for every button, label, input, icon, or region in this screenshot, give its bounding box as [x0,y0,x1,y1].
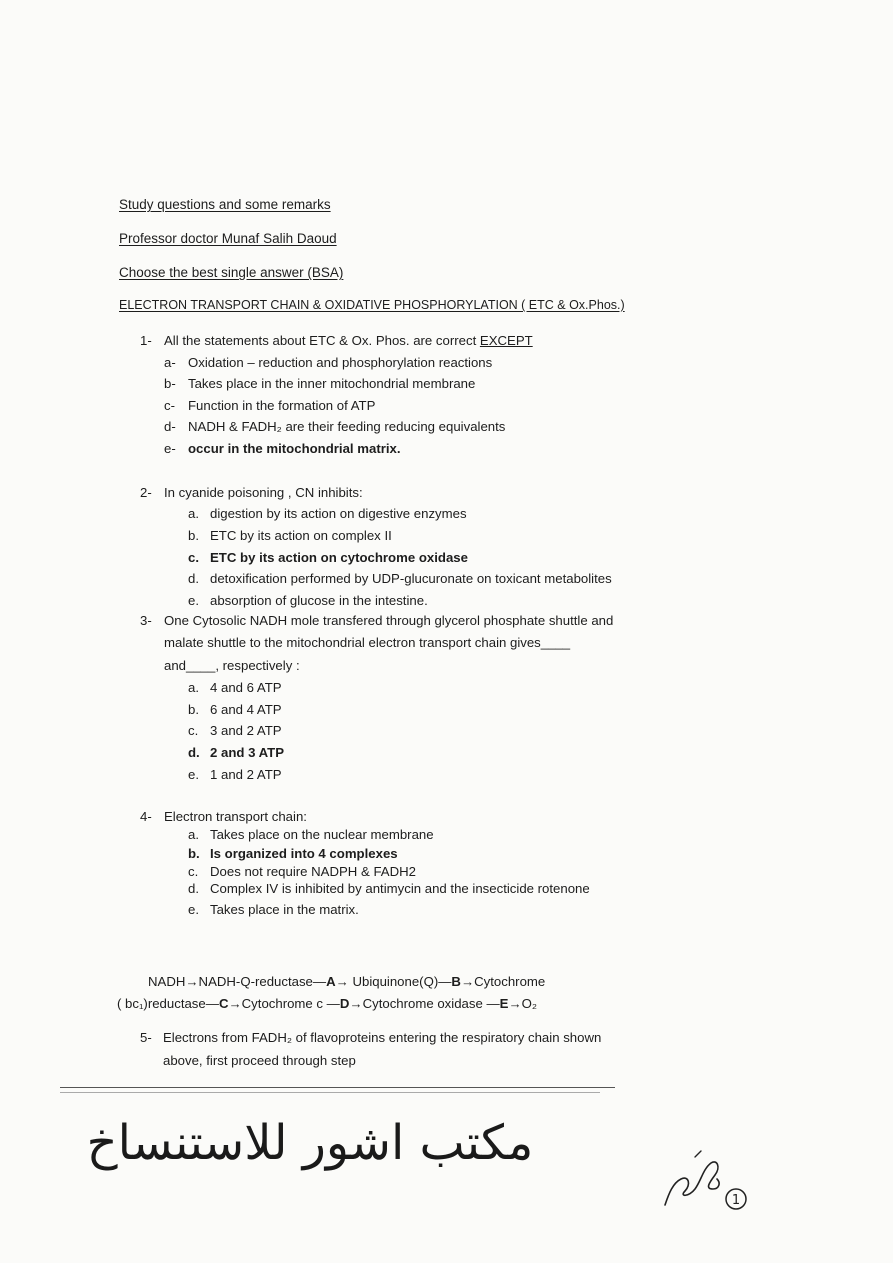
q1-option-e-answer: occur in the mitochondrial matrix. [188,441,401,456]
q1-option-c: Function in the formation of ATP [188,398,376,413]
q1-option-label: a- [164,355,176,370]
q3-option-label: e. [188,767,199,782]
q1-option-d: NADH & FADH₂ are their feeding reducing equivalents [188,419,506,434]
q2-option-e: absorption of glucose in the intestine. [210,593,428,608]
q2-stem: In cyanide poisoning , CN inhibits: [164,485,363,500]
q4-option-e: Takes place in the matrix. [210,902,359,917]
chain-step-e: E [499,996,509,1011]
q1-option-label: e- [164,441,176,456]
instruction-line: Choose the best single answer (BSA) [119,265,344,280]
q3-option-a: 4 and 6 ATP [210,680,282,695]
q4-option-label: d. [188,881,199,896]
q4-option-a: Takes place on the nuclear membrane [210,827,434,842]
q2-option-label: a. [188,506,199,521]
footer-divider [60,1087,615,1088]
q2-option-d: detoxification performed by UDP-glucuronate on toxicant metabolites [210,571,612,586]
page-number-circle [722,1185,752,1215]
chain-step-b: B [451,974,461,989]
q2-option-a: digestion by its action on digestive enzymes [210,506,467,521]
q2-option-label: d. [188,571,199,586]
page-number: 1 [731,1193,741,1208]
q2-option-b: ETC by its action on complex II [210,528,392,543]
topic-title: ELECTRON TRANSPORT CHAIN & OXIDATIVE PHOSPHORYLATION ( ETC & Ox.Phos.) [119,298,625,312]
q1-option-label: d- [164,419,176,434]
q3-option-label: a. [188,680,199,695]
q4-number: 4- [140,809,152,824]
chain-line-1: NADH→NADH-Q-reductase—A→ Ubiquinone(Q)—B→Cytochrome [148,974,546,989]
q3-option-d-answer: 2 and 3 ATP [210,745,285,760]
q3-option-label: b. [188,702,199,717]
professor-name: Professor doctor Munaf Salih Daoud [119,231,337,246]
q5-stem-line2: above, first proceed through step [163,1053,356,1068]
q1-option-b: Takes place in the inner mitochondrial membrane [188,376,476,391]
q2-number: 2- [140,485,152,500]
q3-option-c: 3 and 2 ATP [210,723,282,738]
q3-option-label: d. [188,745,200,760]
chain-step-c: C [218,996,229,1011]
q1-option-label: c- [164,398,175,413]
q4-option-d: Complex IV is inhibited by antimycin and the insecticide rotenone [210,881,590,896]
q5-number: 5- [140,1030,152,1045]
q3-option-e: 1 and 2 ATP [210,767,282,782]
chain-step-d: D [339,996,350,1011]
chain-line-2: ( bc₁)reductase—C→Cytochrome c —D→Cytochrome oxidase —E→O₂ [117,996,538,1011]
q1-option-a: Oxidation – reduction and phosphorylation reactions [188,355,493,370]
chain-step-a: A [326,974,336,989]
study-title: Study questions and some remarks [119,197,331,212]
q2-option-c-answer: ETC by its action on cytochrome oxidase [210,550,468,565]
q2-option-label: c. [188,550,199,565]
q3-option-b: 6 and 4 ATP [210,702,282,717]
q2-option-label: b. [188,528,199,543]
q4-option-c: Does not require NADPH & FADH2 [210,864,416,879]
q3-stem-line1: One Cytosolic NADH mole transfered through glycerol phosphate shuttle and [164,613,614,628]
shop-stamp: مكتب اشور للاستنساخ [86,1115,534,1171]
q3-number: 3- [140,613,152,628]
q3-stem-line3: and____, respectively : [164,658,300,673]
q4-option-label: c. [188,864,199,879]
q4-option-label: e. [188,902,199,917]
q3-stem-line2: malate shuttle to the mitochondrial electron transport chain gives____ [164,635,571,650]
q1-stem: All the statements about ETC & Ox. Phos. are correct EXCEPT [164,333,533,348]
q4-option-label: a. [188,827,199,842]
q5-stem-line1: Electrons from FADH₂ of flavoproteins entering the respiratory chain shown [163,1030,602,1045]
q1-option-label: b- [164,376,176,391]
q4-stem: Electron transport chain: [164,809,307,824]
q4-option-label: b. [188,846,200,861]
q1-number: 1- [140,333,152,348]
footer-divider [60,1092,600,1093]
q4-option-b-answer: Is organized into 4 complexes [210,846,398,861]
q1-except: EXCEPT [479,333,533,348]
q2-option-label: e. [188,593,199,608]
q3-option-label: c. [188,723,199,738]
signature-icon [655,1145,755,1215]
